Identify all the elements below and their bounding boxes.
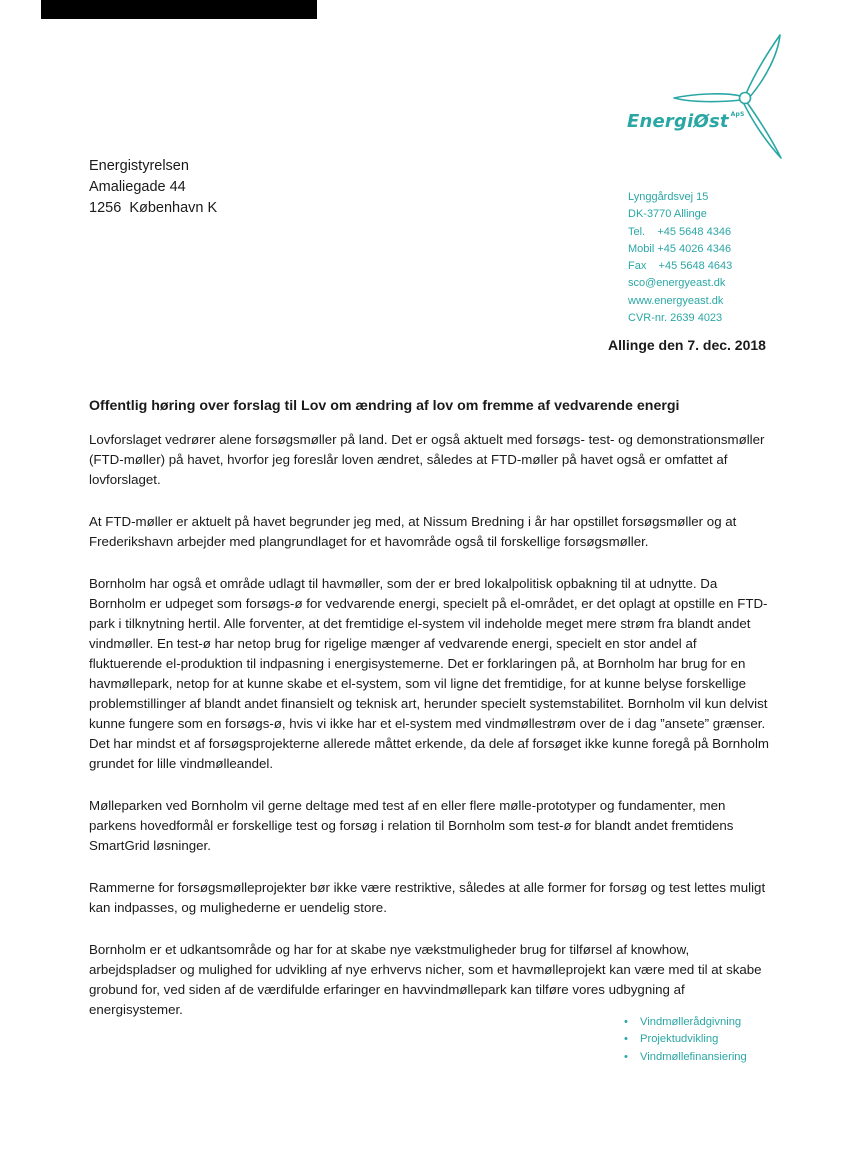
- redaction-bar: [41, 0, 317, 19]
- sender-email: sco@energyeast.dk: [628, 277, 726, 290]
- wind-turbine-icon: [668, 30, 788, 162]
- sender-website: www.energyeast.dk: [628, 294, 724, 307]
- letter-subject: Offentlig høring over forslag til Lov om ændring af lov om fremme af vedvarende energi: [89, 398, 680, 414]
- services-list: [624, 1014, 747, 1066]
- sender-cvr: CVR-nr. 2639 4023: [628, 312, 723, 325]
- sender-phone: Tel. +45 5648 4346: [628, 225, 732, 238]
- service-item: • Projektudvikling: [624, 1031, 747, 1048]
- body-paragraph: At FTD-møller er aktuelt på havet begrunder jeg med, at Nissum Bredning i år har opstillet forsøgsmøller og at Frederikshavn arbejder med plangrundlaget for et havområde også til forskellige forsøgsmøller.: [89, 514, 737, 549]
- sender-street: Lynggårdsvej 15: [628, 191, 709, 203]
- sender-contact-block: [628, 189, 732, 327]
- sender-mobile: Mobil +45 4026 4346: [628, 242, 732, 255]
- service-item: • Vindmøllefinansiering: [624, 1049, 747, 1066]
- recipient-line: Amaliegade 44: [89, 179, 186, 195]
- logo-name: EnergiØst: [627, 111, 729, 132]
- body-paragraph: Rammerne for forsøgsmølleprojekter bør ikke være restriktive, således at alle former for forsøg og test lettes muligt kan indpasses, og mulighederne er uendelig store.: [89, 880, 766, 915]
- recipient-line: 1256 København K: [89, 200, 218, 216]
- recipient-address: [89, 156, 217, 219]
- body-paragraph: Lovforslaget vedrører alene forsøgsmøller på land. Det er også aktuelt med forsøgs- test- og demonstrationsmøller (FTD-møller) på havet, hvorfor jeg foreslår loven ændret, således at FTD-møller på havet også er omfattet af lovforslaget.: [89, 432, 765, 487]
- letter-body: [89, 430, 769, 1042]
- company-logo: [627, 111, 745, 132]
- sender-city: DK-3770 Allinge: [628, 208, 707, 221]
- body-paragraph: Bornholm er et udkantsområde og har for at skabe nye vækstmuligheder brug for tilførsel af knowhow, arbejdspladser og mulighed for udvikling af nye erhvervs nicher, som et havmølleprojekt kan være med til at skabe grobund for, ved siden af de værdifulde erfaringer en havvindmøllepark kan tilføre vores udbygning af energisystemer.: [89, 942, 762, 1017]
- body-paragraph: Bornholm har også et område udlagt til havmøller, som der er bred lokalpolitisk opbakning til at udnytte. Da Bornholm er udpeget som forsøgs-ø for vedvarende energi, specielt på el-området, er det oplagt at opstille en FTD-park i tilknytning hertil. Alle forventer, at det fremtidige el-system vil indeholde meget mere strøm fra blandt andet vindmøller. En test-ø har netop brug for rigelige mænger af vedvarende energi, specielt en stor andel af fluktuerende el-produktion til indpasning i energisystemerne. Det er forklaringen på, at Bornholm har brug for en havmøllepark, netop for at kunne skabe et el-system, som vil ligne det fremtidige, for at kunne belyse forskellige problemstillinger af blandt andet finansielt og teknisk art, herunder specielt systemstabilitet. Bornholm vil kun delvist kunne fungere som en forsøgs-ø, hvis vi ikke har et el-system med vindmøllestrøm over de i dag ”ansete” grænser. Det har mindst et af forsøgsprojekterne allerede måttet erkende, da dele af forsøget ikke kunne foregå på Bornholm grundet for lille vindmølleandel.: [89, 576, 769, 771]
- logo-suffix: ApS: [730, 111, 745, 118]
- sender-fax: Fax +45 5648 4643: [628, 260, 733, 273]
- recipient-line: Energistyrelsen: [89, 158, 189, 174]
- body-paragraph: Mølleparken ved Bornholm vil gerne deltage med test af en eller flere mølle-prototyper og fundamenter, men parkens hovedformål er forskellige test og forsøg i relation til Bornholm som test-ø for blandt andet fremtidens SmartGrid løsninger.: [89, 798, 734, 853]
- service-item: • Vindmøllerådgivning: [624, 1014, 747, 1031]
- letter-date: Allinge den 7. dec. 2018: [608, 337, 766, 353]
